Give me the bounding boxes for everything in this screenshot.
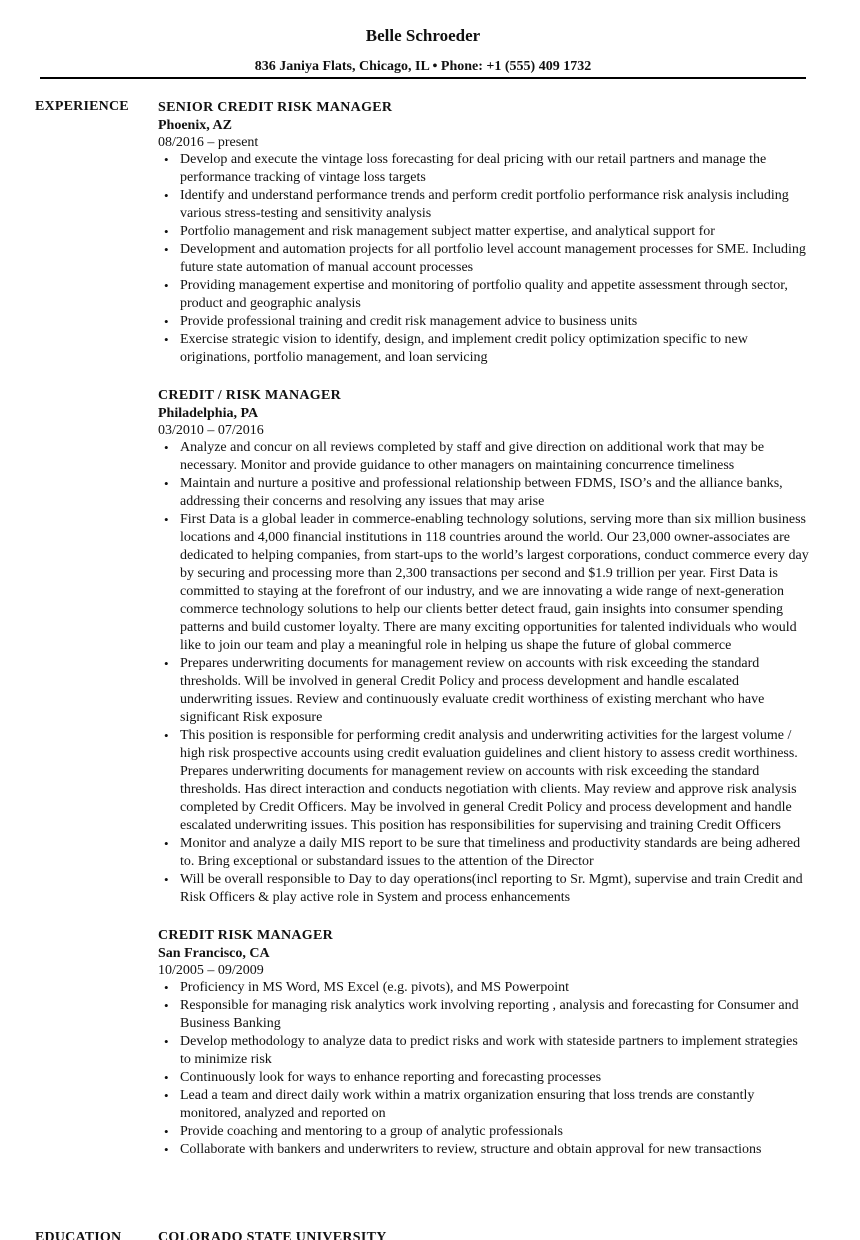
job-entry <box>158 926 810 1159</box>
job-dates: 08/2016 – present <box>158 135 259 150</box>
job-dates: 10/2005 – 09/2009 <box>158 963 264 978</box>
job-bullet-list <box>158 151 810 367</box>
resume-header <box>40 24 806 76</box>
job-bullet: • Analyze and concur on all reviews completed by staff and give direction on additional work that may be necessary. Monitor and provide guidance to other managers on maintaining concurrence timeliness <box>158 439 810 475</box>
job-bullet: • Proficiency in MS Word, MS Excel (e.g. pivots), and MS Powerpoint <box>158 979 810 997</box>
job-bullet: • Provide professional training and credit risk management advice to business units <box>158 313 810 331</box>
job-title: CREDIT RISK MANAGER <box>158 928 334 943</box>
job-bullet: • Lead a team and direct daily work within a matrix organization ensuring that loss trends are constantly monitored, analyzed and reported on <box>158 1087 810 1123</box>
job-bullet-list <box>158 979 810 1159</box>
job-location: San Francisco, CA <box>158 946 270 961</box>
job-bullet: • Exercise strategic vision to identify, design, and implement credit policy optimization specific to new originations, portfolio management, and loan servicing <box>158 331 810 367</box>
job-bullet: • Providing management expertise and monitoring of portfolio quality and appetite assessment through sector, product and geographic analysis <box>158 277 810 313</box>
job-bullet: • Development and automation projects for all portfolio level account management processes for SME. Including future state automation of manual account processes <box>158 241 810 277</box>
job-entry <box>158 386 810 907</box>
job-bullet: • This position is responsible for performing credit analysis and underwriting activities for the largest volume / high risk prospective accounts using credit evaluation guidelines and client history to assess credit worthiness. Prepares underwriting documents for management review on accounts with risk exceeding the standard thresholds. Has direct interaction and conducts negotiation with clients. May review and approve risk analysis completed by Credit Officers. May be involved in general Credit Policy and process development and handle escalated underwriting issues. This position has responsibilities for supervising and training Credit Officers <box>158 727 810 835</box>
job-bullet: • Identify and understand performance trends and perform credit portfolio performance risk analysis including various stress-testing and sensitivity analysis <box>158 187 810 223</box>
job-title: CREDIT / RISK MANAGER <box>158 388 342 403</box>
job-bullet: • Collaborate with bankers and underwriters to review, structure and obtain approval for new transactions <box>158 1141 810 1159</box>
education-section-label: EDUCATION <box>35 1230 122 1240</box>
contact-line: 836 Janiya Flats, Chicago, IL • Phone: +1 (555) 409 1732 <box>254 59 592 74</box>
job-bullet: • Prepares underwriting documents for management review on accounts with risk exceeding the standard thresholds. Will be involved in general Credit Policy and process development and handle escalated underwriting issues. Review and continuously evaluate credit worthiness of existing merchant who have significant Risk exposure <box>158 655 810 727</box>
candidate-name: Belle Schroeder <box>365 26 481 45</box>
job-dates: 03/2010 – 07/2016 <box>158 423 264 438</box>
job-bullet: • Responsible for managing risk analytics work involving reporting , analysis and forecasting for Consumer and Business Banking <box>158 997 810 1033</box>
job-entry <box>158 98 810 367</box>
job-bullet: • Provide coaching and mentoring to a group of analytic professionals <box>158 1123 810 1141</box>
experience-list <box>158 98 810 1178</box>
education-school: COLORADO STATE UNIVERSITY <box>158 1230 387 1240</box>
job-title: SENIOR CREDIT RISK MANAGER <box>158 100 393 115</box>
job-bullet: • Develop methodology to analyze data to predict risks and work with stateside partners to implement strategies to minimize risk <box>158 1033 810 1069</box>
experience-section-label: EXPERIENCE <box>35 99 129 114</box>
job-bullet: • Will be overall responsible to Day to day operations(incl reporting to Sr. Mgmt), supervise and train Credit and Risk Officers & play active role in System and process enhancements <box>158 871 810 907</box>
job-bullet: • Portfolio management and risk management subject matter expertise, and analytical support for <box>158 223 810 241</box>
job-bullet: • Maintain and nurture a positive and professional relationship between FDMS, ISO’s and the alliance banks, addressing their concerns and resolving any issues that may arise <box>158 475 810 511</box>
job-bullet: • Develop and execute the vintage loss forecasting for deal pricing with our retail partners and manage the performance tracking of vintage loss targets <box>158 151 810 187</box>
job-bullet: • Continuously look for ways to enhance reporting and forecasting processes <box>158 1069 810 1087</box>
job-location: Phoenix, AZ <box>158 118 232 133</box>
job-bullet: • Monitor and analyze a daily MIS report to be sure that timeliness and productivity standards are being adhered to. Bring exceptional or substandard issues to the attention of the Director <box>158 835 810 871</box>
job-bullet-list <box>158 439 810 907</box>
job-location: Philadelphia, PA <box>158 406 259 421</box>
job-bullet: • First Data is a global leader in commerce-enabling technology solutions, serving more than six million business locations and 4,000 financial institutions in 118 countries around the world. Our 23,000 owner-associates are dedicated to helping companies, from start-ups to the world’s largest corporations, conduct commerce every day by securing and processing more than 2,300 transactions per second and $1.9 trillion per year. First Data is committed to staying at the forefront of our industry, and we are innovating a wide range of next-generation commerce technology solutions to help our clients better detect fraud, gain insights into consumer spending patterns and build customer loyalty. There are many exciting opportunities for talented individuals who would like to join our team and play a meaningful role in helping us shape the future of global commerce <box>158 511 810 655</box>
header-divider <box>40 77 806 79</box>
